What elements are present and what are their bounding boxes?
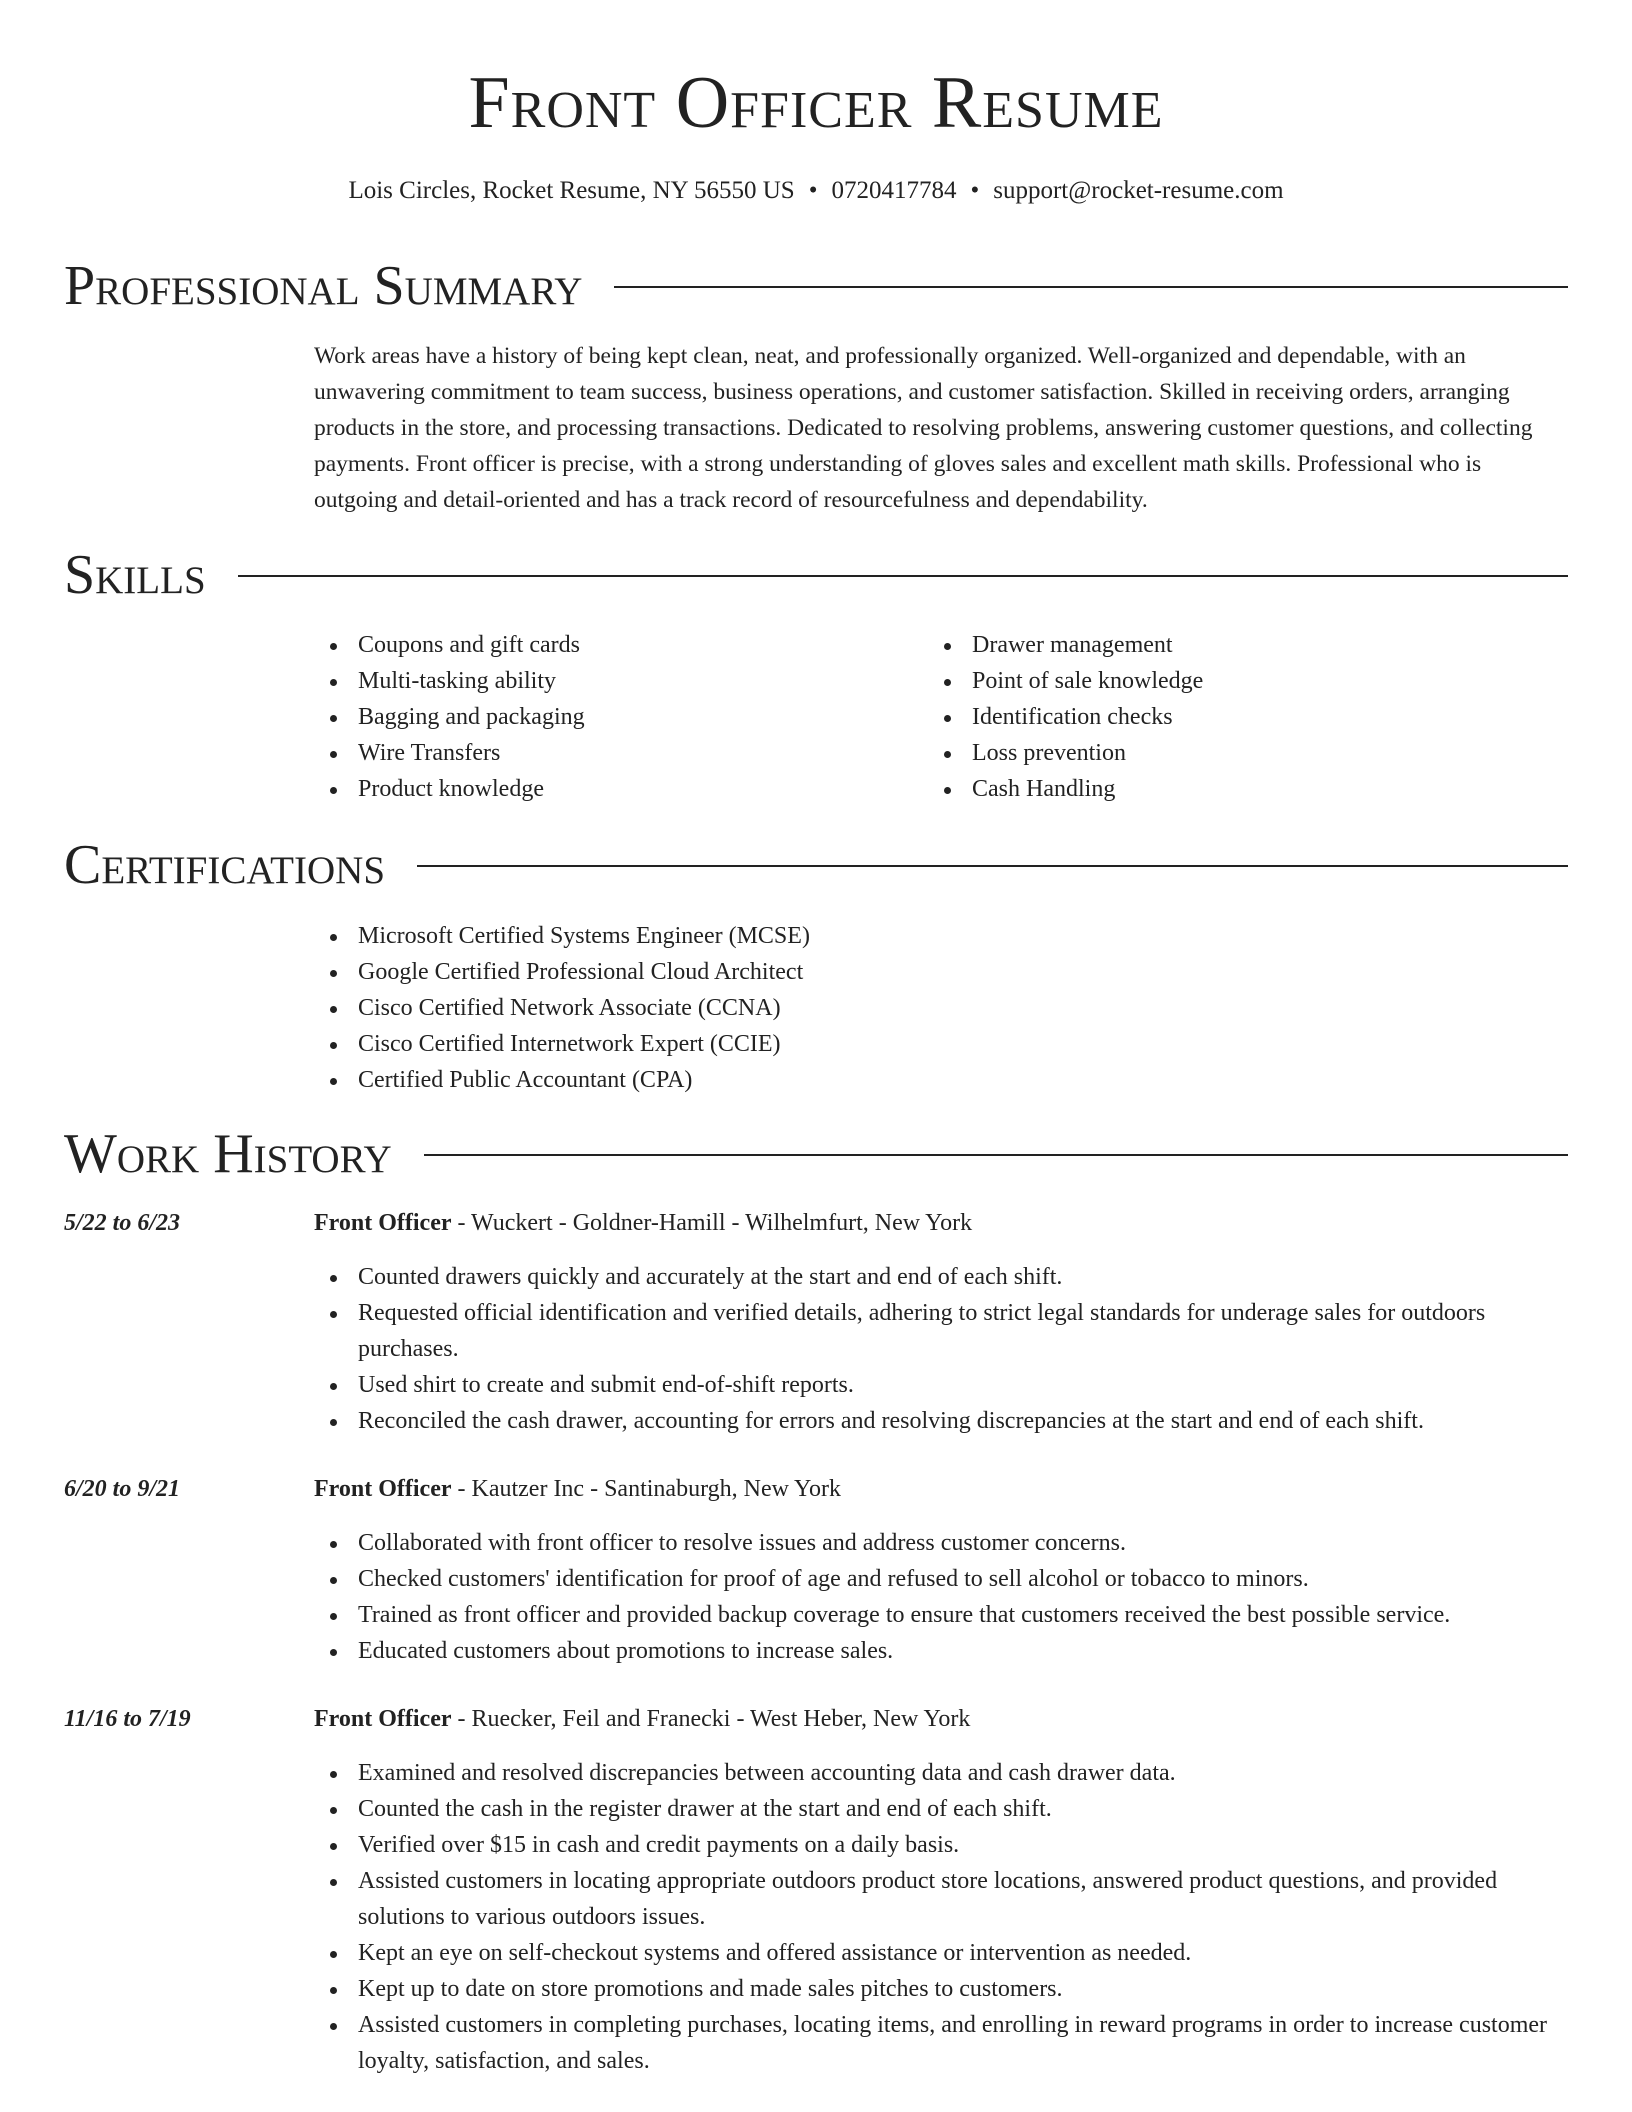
job-bullet: Verified over $15 in cash and credit payments on a daily basis. xyxy=(314,1827,1568,1863)
section-divider xyxy=(238,575,1568,577)
resume-title: Front Officer Resume xyxy=(468,62,1164,144)
summary-section-header xyxy=(64,251,1568,321)
job-title-line xyxy=(314,1471,841,1507)
skills-section-header xyxy=(64,540,1568,610)
contact-phone: 0720417784 xyxy=(831,177,957,204)
work-history-heading: Work History xyxy=(64,1123,392,1185)
skill-item: Multi-tasking ability xyxy=(314,663,585,699)
contact-line xyxy=(0,173,1632,209)
contact-separator: • xyxy=(808,177,818,204)
skill-item: Bagging and packaging xyxy=(314,699,585,735)
skills-heading: Skills xyxy=(64,544,206,606)
job-bullet: Counted the cash in the register drawer at the start and end of each shift. xyxy=(314,1791,1568,1827)
job-bullet: Kept an eye on self-checkout systems and offered assistance or intervention as needed. xyxy=(314,1935,1568,1971)
job-bullet: Trained as front officer and provided backup coverage to ensure that customers received the best possible service. xyxy=(314,1597,1568,1633)
certification-item: Cisco Certified Internetwork Expert (CCIE) xyxy=(314,1026,810,1062)
section-divider xyxy=(424,1154,1568,1156)
certifications-section-header xyxy=(64,830,1568,900)
job-bullets xyxy=(314,1259,1568,1439)
contact-separator: • xyxy=(970,177,980,204)
skill-item: Identification checks xyxy=(928,699,1203,735)
job-employer: - Kautzer Inc - Santinaburgh, New York xyxy=(451,1476,841,1502)
job-bullets xyxy=(314,1525,1568,1669)
job-bullet: Counted drawers quickly and accurately at the start and end of each shift. xyxy=(314,1259,1568,1295)
job-bullet: Requested official identification and verified details, adhering to strict legal standards for underage sales for outdoors purchases. xyxy=(314,1295,1568,1367)
skill-item: Product knowledge xyxy=(314,771,585,807)
job-bullet: Reconciled the cash drawer, accounting for errors and resolving discrepancies at the start and end of each shift. xyxy=(314,1403,1568,1439)
section-divider xyxy=(614,286,1568,288)
certification-item: Microsoft Certified Systems Engineer (MCSE) xyxy=(314,918,810,954)
work-history-section-header xyxy=(64,1119,1568,1189)
certification-item: Certified Public Accountant (CPA) xyxy=(314,1062,810,1098)
certifications-heading: Certifications xyxy=(64,834,386,896)
job-bullet: Examined and resolved discrepancies between accounting data and cash drawer data. xyxy=(314,1755,1568,1791)
certifications-list xyxy=(314,918,810,1098)
job-employer: - Ruecker, Feil and Franecki - West Heber, New York xyxy=(451,1706,971,1732)
section-divider xyxy=(417,865,1568,867)
job-bullet: Used shirt to create and submit end-of-shift reports. xyxy=(314,1367,1568,1403)
job-dates: 6/20 to 9/21 xyxy=(64,1476,181,1502)
job-bullet: Assisted customers in completing purchases, locating items, and enrolling in reward programs in order to increase customer loyalty, satisfaction, and sales. xyxy=(314,2007,1568,2079)
certification-item: Cisco Certified Network Associate (CCNA) xyxy=(314,990,810,1026)
contact-email: support@rocket-resume.com xyxy=(993,177,1284,204)
skill-item: Drawer management xyxy=(928,627,1203,663)
job-dates: 11/16 to 7/19 xyxy=(64,1706,191,1732)
job-bullet: Checked customers' identification for proof of age and refused to sell alcohol or tobacco to minors. xyxy=(314,1561,1568,1597)
job-bullet: Collaborated with front officer to resolve issues and address customer concerns. xyxy=(314,1525,1568,1561)
job-bullets xyxy=(314,1755,1568,2079)
skill-item: Point of sale knowledge xyxy=(928,663,1203,699)
job-bullet: Kept up to date on store promotions and made sales pitches to customers. xyxy=(314,1971,1568,2007)
skill-item: Wire Transfers xyxy=(314,735,585,771)
job-title: Front Officer xyxy=(314,1476,452,1502)
skill-item: Cash Handling xyxy=(928,771,1203,807)
skill-item: Coupons and gift cards xyxy=(314,627,585,663)
job-employer: - Wuckert - Goldner-Hamill - Wilhelmfurt, New York xyxy=(451,1210,973,1236)
job-title: Front Officer xyxy=(314,1210,452,1236)
summary-text: Work areas have a history of being kept clean, neat, and professionally organized. Well-organized and dependable, with an unwavering commitment to team success, business operations, and customer satisfaction. Skilled in receiving orders, arranging products in the store, and processing transactions. Dedicated to resolving problems, answering customer questions, and collecting payments. Front officer is precise, with a strong understanding of gloves sales and excellent math skills. Professional who is outgoing and detail-oriented and has a track record of resourcefulness and dependability. xyxy=(314,343,1533,513)
skills-list-right xyxy=(928,627,1203,807)
job-title-line xyxy=(314,1205,972,1241)
job-bullet: Assisted customers in locating appropriate outdoors product store locations, answered product questions, and provided solutions to various outdoors issues. xyxy=(314,1863,1568,1935)
summary-heading: Professional Summary xyxy=(64,255,583,317)
skill-item: Loss prevention xyxy=(928,735,1203,771)
job-title-line xyxy=(314,1701,970,1737)
job-bullet: Educated customers about promotions to increase sales. xyxy=(314,1633,1568,1669)
contact-address: Lois Circles, Rocket Resume, NY 56550 US xyxy=(348,177,795,204)
skills-list-left xyxy=(314,627,585,807)
job-title: Front Officer xyxy=(314,1706,452,1732)
certification-item: Google Certified Professional Cloud Architect xyxy=(314,954,810,990)
job-dates: 5/22 to 6/23 xyxy=(64,1210,181,1236)
